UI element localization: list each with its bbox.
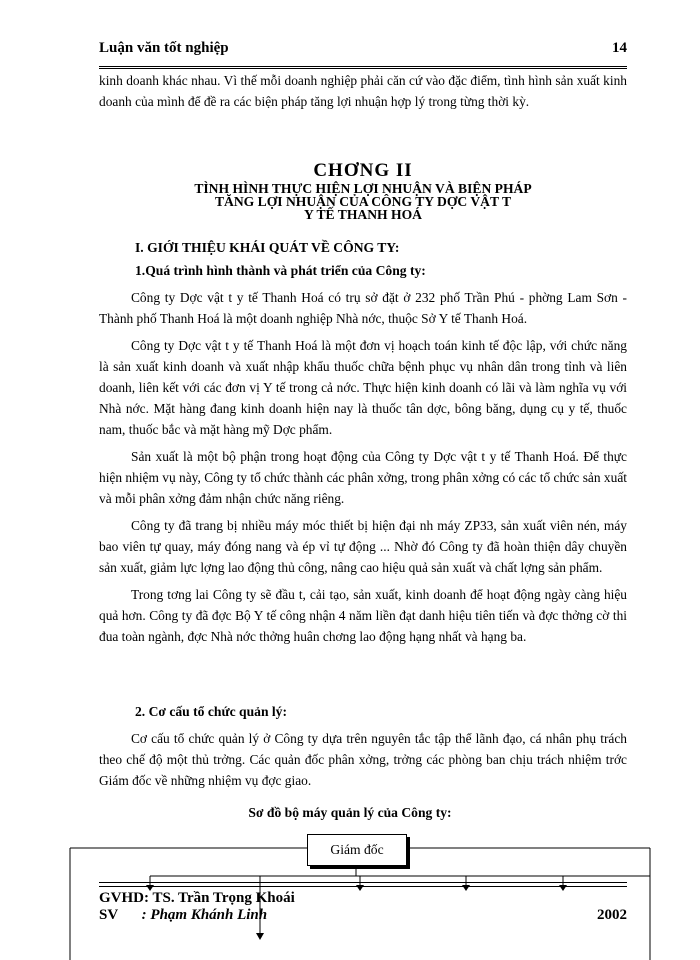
paragraph: Công ty Dợc vật t y tế Thanh Hoá là một đơn vị hoạch toán kinh tế độc lập, với chức năng là sản xuất kinh doanh và xuất nhập khẩu thuốc chữa bệnh phục vụ nhân dân trong tỉnh và liên doanh, liên kết với các đơn vị Y tế trong cả nớc. Thực hiện kinh doanh có lãi và làm nghĩa vụ với Nhà nớc. Mặt hàng đang kinh doanh hiện nay là thuốc tân dợc, bông băng, dụng cụ y tế, thuốc nam, thuốc bắc và mặt hàng mỹ Dợc phẩm. <box>99 338 627 437</box>
chart-arrow-2 <box>256 933 264 940</box>
paragraph: Trong tơng lai Công ty sẽ đầu t, cải tạo, sản xuất, kinh doanh để hoạt động ngày càng hiệu quả hơn. Công ty đã đợc Bộ Y tế công nhận 4 năm liền đạt danh hiệu tiên tiến và đợc thởng cờ thi đua toàn ngành, đợc Nhà nớc thởng huân chơng lao động hạng nhất và hạng ba. <box>99 587 627 644</box>
footer-divider <box>99 882 627 887</box>
section2-heading: 2. Cơ cấu tổ chức quản lý: <box>135 704 288 719</box>
section1-subheading: 1.Quá trình hình thành và phát triển của Công ty: <box>135 263 426 278</box>
diagram-title: Sơ đồ bộ máy quản lý của Công ty: <box>248 805 452 820</box>
student-name: : Phạm Khánh Linh <box>141 907 268 923</box>
chapter-title-line-3: Y TẾ THANH HOÁ <box>304 207 422 222</box>
footer-student <box>99 907 627 924</box>
section1-heading: I. GIỚI THIỆU KHÁI QUÁT VỀ CÔNG TY: <box>135 240 400 255</box>
paragraph: Công ty Dợc vật t y tế Thanh Hoá có trụ sở đặt ở 232 phố Trần Phú - phờng Lam Sơn - Thành phố Thanh Hoá là một doanh nghiệp Nhà nớc, thuộc Sở Y tế Thanh Hoá. <box>99 290 627 326</box>
student-line <box>99 907 267 924</box>
footer-advisor <box>99 890 627 907</box>
chapter-title-line-2: TĂNG LỢI NHUẬN CỦA CÔNG TY DỢC VẬT T <box>214 194 512 209</box>
director-box: Giám đốc <box>307 834 407 866</box>
page-number: 14 <box>612 40 627 56</box>
header-title: Luận văn tốt nghiệp <box>99 40 229 56</box>
student-label: SV <box>99 907 118 923</box>
chapter-title-line-1: TÌNH HÌNH THỰC HIỆN LỢI NHUẬN VÀ BIỆN PHÁP <box>194 181 532 196</box>
paragraph: Sản xuất là một bộ phận trong hoạt động của Công ty Dợc vật t y tế Thanh Hoá. Để thực hiện nhiệm vụ này, Công ty tổ chức thành các phân xởng, trong phân xởng có các tổ chức sản xuất và mỗi phân xởng đảm nhận chức năng riêng. <box>99 449 627 506</box>
advisor-name: GVHD: TS. Trần Trọng Khoái <box>99 890 295 906</box>
chapter-number: CHƠNG II <box>313 160 413 181</box>
paragraph: Công ty đã trang bị nhiều máy móc thiết bị hiện đại nh máy ZP33, sản xuất viên nén, máy bao viên tự quay, máy đóng nang và ép vỉ tự động ... Nhờ đó Công ty đã hoàn thiện dây chuyền sản xuất, giảm lực lợng lao động thủ công, nâng cao hiệu quả sản xuất và chất lợng sản phẩm. <box>99 518 627 575</box>
footer-year: 2002 <box>597 907 627 923</box>
paragraph: Cơ cấu tổ chức quản lý ở Công ty dựa trên nguyên tắc tập thể lãnh đạo, cá nhân phụ trách theo chế độ một thủ trởng. Các quản đốc phân xởng, trởng các phòng ban chịu trách nhiệm trớc Giám đốc về những nhiệm vụ đợc giao. <box>99 731 627 788</box>
intro-paragraph: kinh doanh khác nhau. Vì thế mỗi doanh nghiệp phải căn cứ vào đặc điểm, tình hình sản xuất kinh doanh của mình để đề ra các biện pháp tăng lợi nhuận hợp lý trong từng thời kỳ. <box>99 73 627 109</box>
